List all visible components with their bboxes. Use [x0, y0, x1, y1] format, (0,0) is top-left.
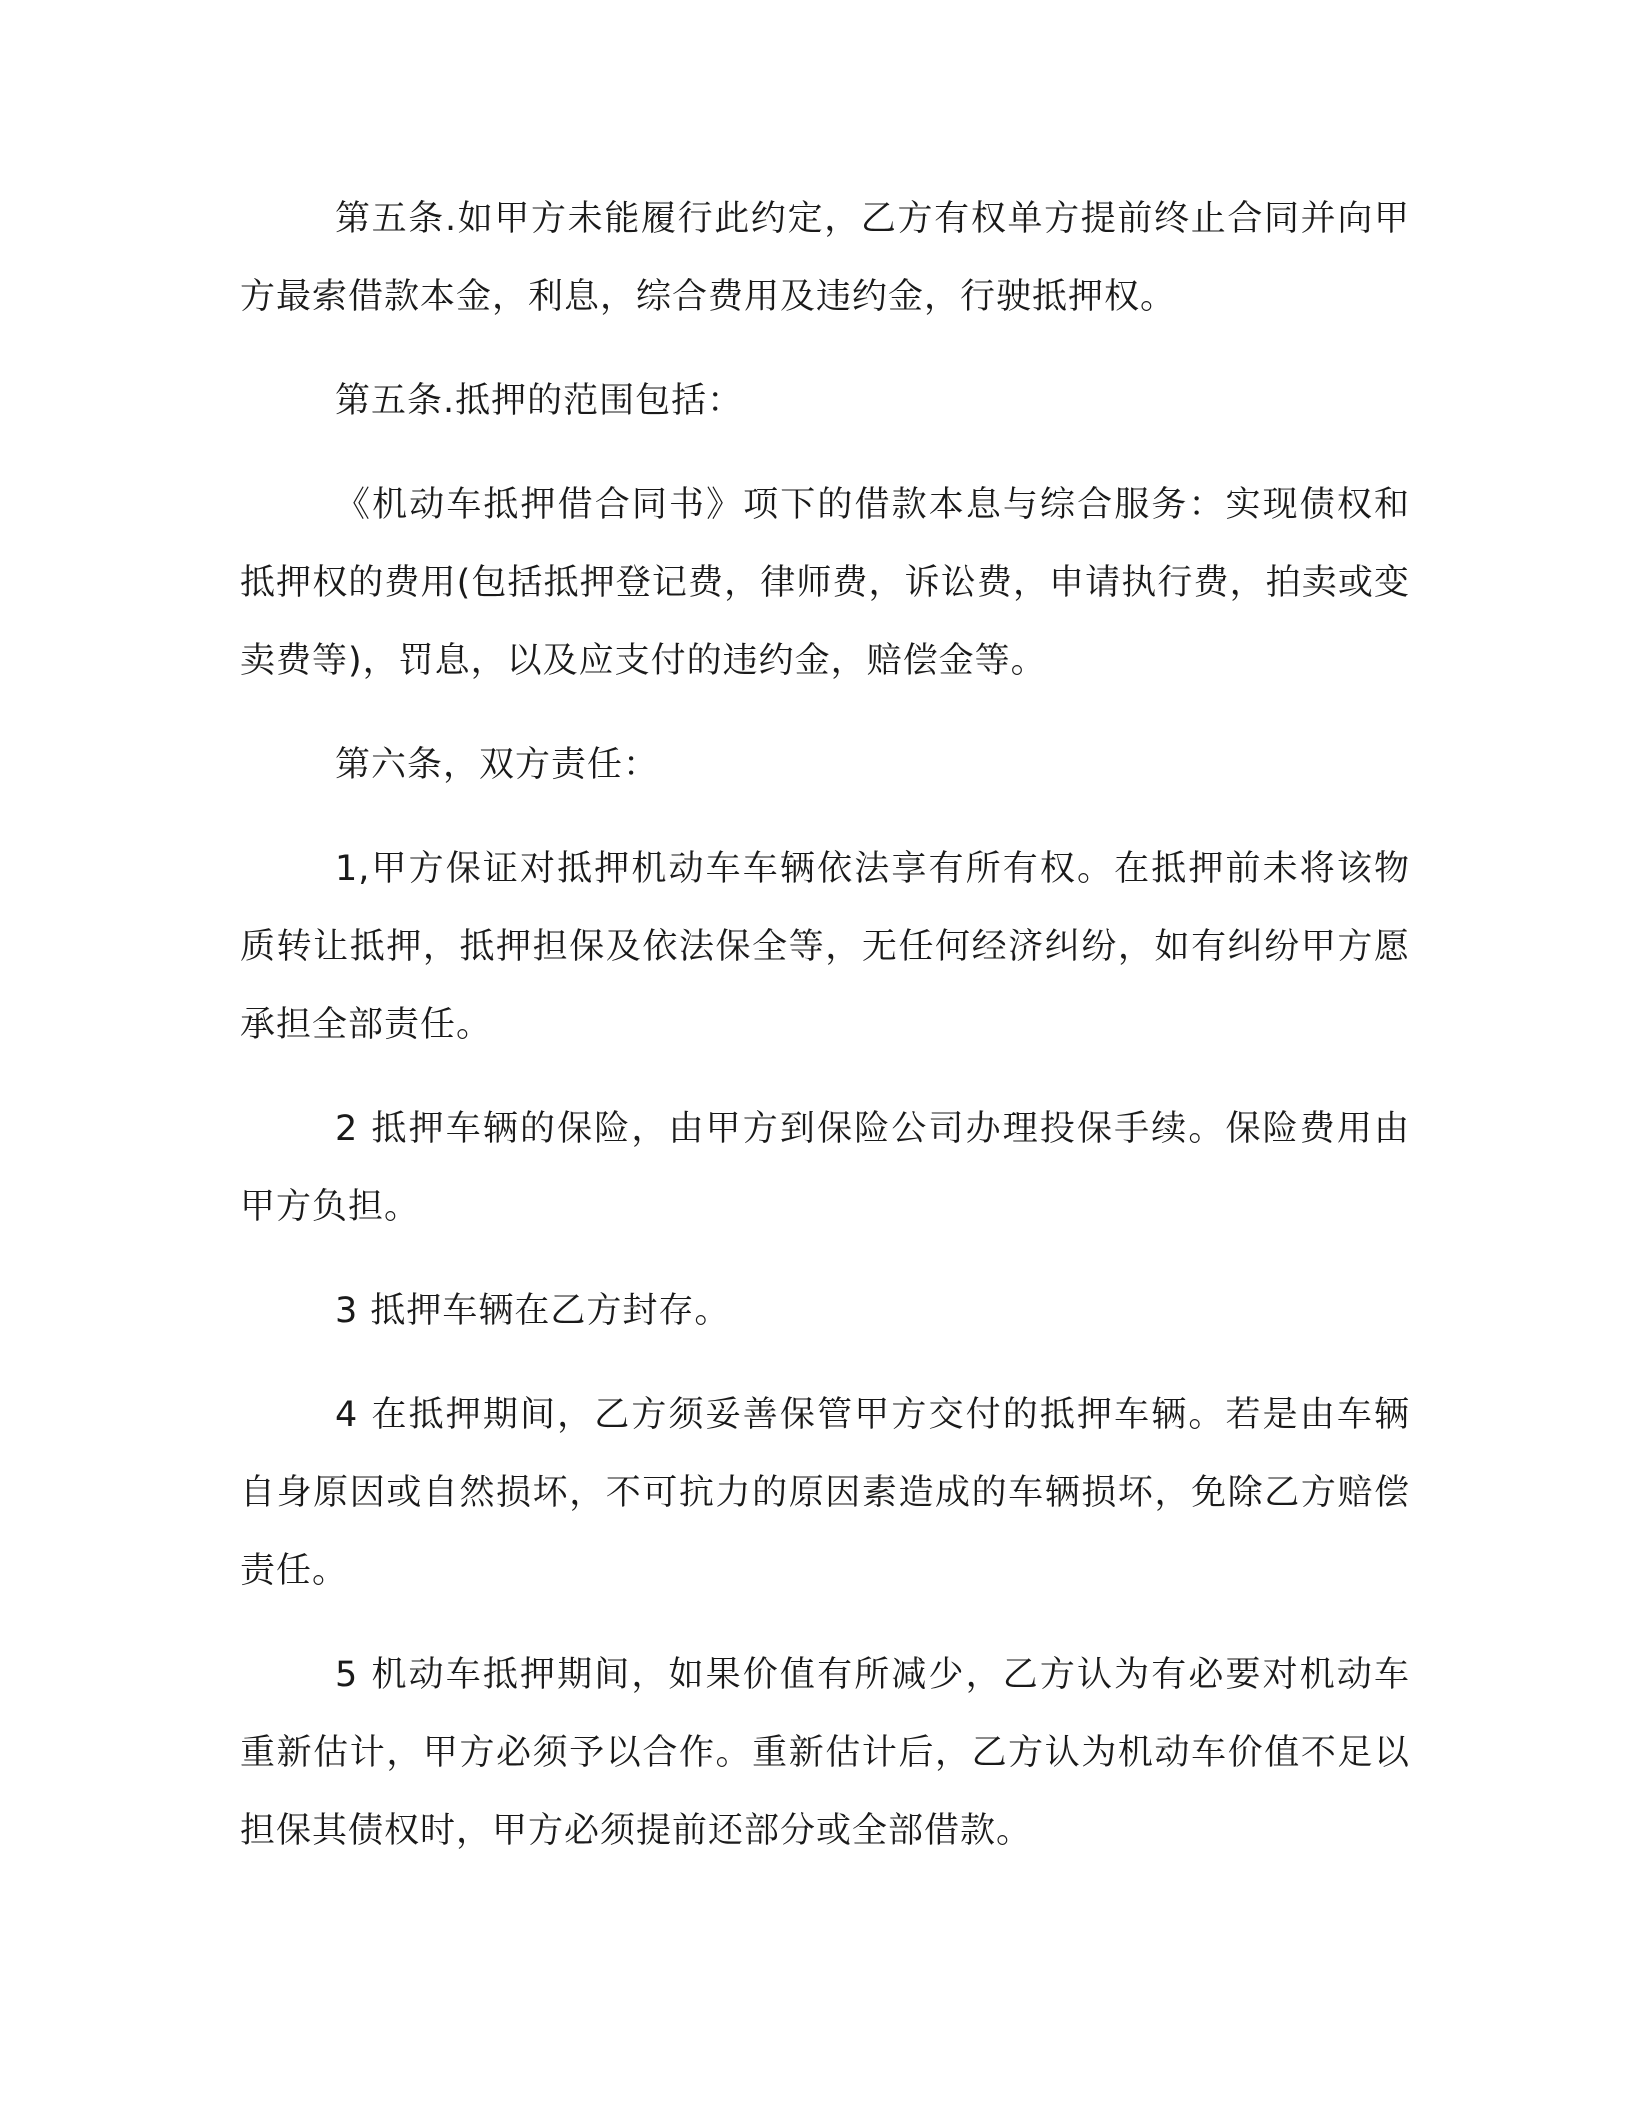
clause-6-heading: 第六条，双方责任： [335, 745, 660, 785]
clause-6-item-1: 1,甲方保证对抵押机动车车辆依法享有所有权。在抵押前未将该物质转让抵押，抵押担保及依法保全等，无任何经济纠纷，如有纠纷甲方愿承担全部责任。 [240, 849, 1410, 1045]
clause-6-item-4: 4 在抵押期间，乙方须妥善保管甲方交付的抵押车辆。若是由车辆自身原因或自然损坏，不可抗力的原因素造成的车辆损坏，免除乙方赔偿责任。 [240, 1395, 1410, 1591]
clause-6-item-5: 5 机动车抵押期间，如果价值有所减少，乙方认为有必要对机动车重新估计，甲方必须予以合作。重新估计后，乙方认为机动车价值不足以担保其债权时，甲方必须提前还部分或全部借款。 [240, 1655, 1410, 1851]
clause-5-termination: 第五条.如甲方未能履行此约定，乙方有权单方提前终止合同并向甲方最索借款本金，利息，综合费用及违约金，行驶抵押权。 [240, 199, 1410, 317]
document-body [240, 180, 1410, 1870]
clause-6-item-2: 2 抵押车辆的保险，由甲方到保险公司办理投保手续。保险费用由甲方负担。 [240, 1109, 1410, 1227]
clause-6-item-3: 3 抵押车辆在乙方封存。 [335, 1291, 731, 1331]
clause-5-scope-heading: 第五条.抵押的范围包括： [335, 381, 744, 421]
clause-5-scope-body: 《机动车抵押借合同书》项下的借款本息与综合服务：实现债权和抵押权的费用(包括抵押登记费，律师费，诉讼费，申请执行费，拍卖或变卖费等)，罚息，以及应支付的违约金，赔偿金等。 [240, 485, 1410, 681]
